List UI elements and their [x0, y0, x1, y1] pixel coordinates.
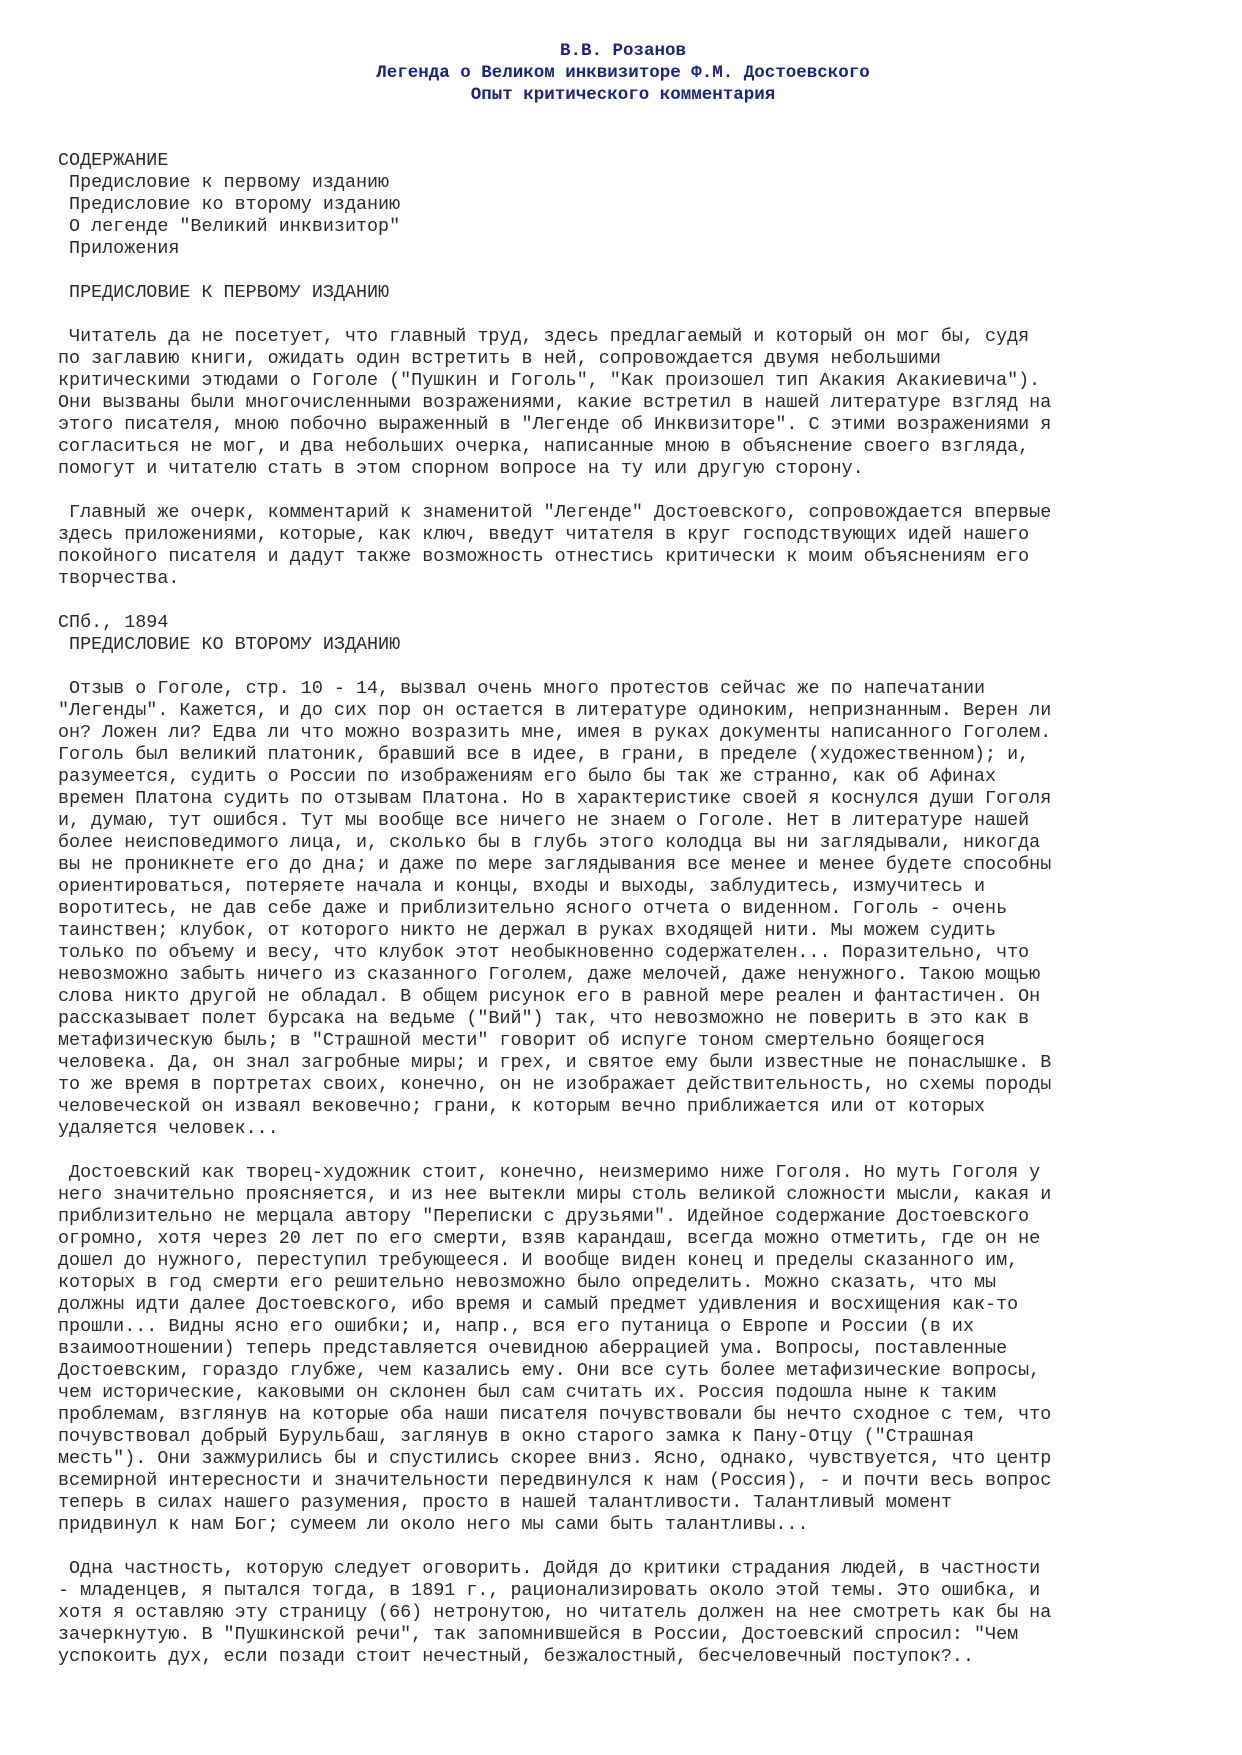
text-line: разумеется, судить о России по изображениям его было бы так же странно, как об Афинах	[58, 766, 997, 787]
text-line: воротитесь, не дав себе даже и приблизительно ясного отчета о виденном. Гоголь - очень	[58, 898, 1008, 919]
text-line: рассказывает полет бурсака на ведьме ("Вий") так, что невозможно не поверить в это как в	[58, 1008, 1030, 1029]
text-line: то же время в портретах своих, конечно, он не изображает действительность, но схемы породы	[58, 1074, 1052, 1095]
toc-title: СОДЕРЖАНИЕ	[58, 150, 169, 171]
text-line: теперь в силах нашего разумения, просто в нашей талантливости. Талантливый момент	[58, 1492, 952, 1513]
text-line: "Легенды". Кажется, и до сих пор он остается в литературе одиноким, непризнанным. Верен ли	[58, 700, 1052, 721]
section-heading-preface-2: ПРЕДИСЛОВИЕ КО ВТОРОМУ ИЗДАНИЮ	[58, 634, 401, 655]
text-line: чем исторические, каковыми он склонен был сам считать их. Россия подошла ныне к таким	[58, 1382, 997, 1403]
section-heading-preface-1: ПРЕДИСЛОВИЕ К ПЕРВОМУ ИЗДАНИЮ	[58, 282, 390, 303]
text-line: зачеркнутую. В "Пушкинской речи", так запомнившейся в России, Достоевский спросил: "Чем	[58, 1624, 1019, 1645]
text-line: хотя я оставляю эту страницу (66) нетронутою, но читатель должен на нее смотреть как бы на	[58, 1602, 1052, 1623]
text-line: прошли... Видны ясно его ошибки; и, напр., вся его путаница о Европе и России (в их	[58, 1316, 975, 1337]
paragraph	[58, 502, 1188, 590]
text-line: критическими этюдами о Гоголе ("Пушкин и Гоголь", "Как произошел тип Акакия Акакиевича").	[58, 370, 1041, 391]
text-line: таинствен; клубок, от которого никто не держал в руках входящей нити. Мы можем судить	[58, 920, 997, 941]
text-line: всемирной интересности и значительности передвинулся к нам (Россия), - и почти весь вопрос	[58, 1470, 1052, 1491]
text-line: проблемам, взглянув на которые оба наши писателя почувствовали бы нечто сходное с тем, что	[58, 1404, 1052, 1425]
text-line: он? Ложен ли? Едва ли что можно возразить мне, имея в руках документы написанного Гоголем.	[58, 722, 1052, 743]
text-line: этого писателя, мною побочно выраженный в "Легенде об Инквизиторе". С этими возражениями я	[58, 414, 1052, 435]
text-line: удаляется человек...	[58, 1118, 279, 1139]
text-line: более неисповедимого лица, и, сколько бы в глубь этого колодца вы ни заглядывали, никогда	[58, 832, 1041, 853]
toc-item-preface-1: Предисловие к первому изданию	[58, 172, 390, 193]
paragraph	[58, 1162, 1188, 1536]
text-line: вы не проникнете его до дна; и даже по мере заглядывания все менее и менее будете способны	[58, 854, 1052, 875]
text-line: месть"). Они зажмурились бы и спустились скорее вниз. Ясно, однако, чувствуется, что центр	[58, 1448, 1052, 1469]
text-line: дошел до нужного, переступил требующееся. И вообще виден конец и пределы сказанного им,	[58, 1250, 1019, 1271]
text-line: приблизительно не мерцала автору "Переписки с друзьями". Идейное содержание Достоевского	[58, 1206, 1030, 1227]
signature-date: СПб., 1894	[58, 612, 169, 633]
paragraph	[58, 678, 1188, 1140]
text-line: успокоить дух, если позади стоит нечестный, безжалостный, бесчеловечный поступок?..	[58, 1646, 975, 1667]
text-line: человека. Да, он знал загробные миры; и грех, и святое ему были известные не понаслышке. В	[58, 1052, 1052, 1073]
table-of-contents	[58, 150, 1188, 260]
text-line: и, думаю, тут ошибся. Тут мы вообще все ничего не знаем о Гоголе. Нет в литературе нашей	[58, 810, 1030, 831]
text-line: Гоголь был великий платоник, бравший все в идее, в грани, в пределе (художественном); и,	[58, 744, 1030, 765]
text-line: взаимоотношении) теперь представляется очевидною аберрацией ума. Вопросы, поставленные	[58, 1338, 1008, 1359]
document-header	[58, 40, 1188, 106]
text-line: творчества.	[58, 568, 180, 589]
text-line: метафизическую быль; в "Страшной мести" говорит об испуге тоном смертельно боящегося	[58, 1030, 986, 1051]
paragraph	[58, 1558, 1188, 1668]
text-line: ориентироваться, потеряете начала и концы, входы и выходы, заблудитесь, измучитесь и	[58, 876, 986, 897]
text-line: невозможно забыть ничего из сказанного Гоголем, даже мелочей, даже ненужного. Такою мощью	[58, 964, 1041, 985]
text-line: - младенцев, я пытался тогда, в 1891 г., рационализировать около этой темы. Это ошибка, и	[58, 1580, 1041, 1601]
text-line: здесь приложениями, которые, как ключ, введут читателя в круг господствующих идей нашего	[58, 524, 1030, 545]
text-line: Достоевским, гораздо глубже, чем казались ему. Они все суть более метафизические вопросы,	[58, 1360, 1041, 1381]
text-line: только по объему и весу, что клубок этот необыкновенно содержателен... Поразительно, что	[58, 942, 1030, 963]
text-line: времен Платона судить по отзывам Платона. Но в характеристике своей я коснулся души Гоголя	[58, 788, 1052, 809]
text-line: покойного писателя и дадут также возможность отнестись критически к моим объяснениям его	[58, 546, 1030, 567]
paragraph	[58, 326, 1188, 480]
author-name: В.В. Розанов	[559, 41, 687, 61]
toc-item-preface-2: Предисловие ко второму изданию	[58, 194, 401, 215]
text-line: помогут и читателю стать в этом спорном вопросе на ту или другую сторону.	[58, 458, 864, 479]
text-line: Они вызваны были многочисленными возражениями, какие встретил в нашей литературе взгляд на	[58, 392, 1052, 413]
document-subtitle: Опыт критического комментария	[470, 85, 776, 105]
text-line: огромно, хотя через 20 лет по его смерти, взяв карандаш, всегда можно отметить, где он не	[58, 1228, 1041, 1249]
text-line: Главный же очерк, комментарий к знаменитой "Легенде" Достоевского, сопровождается впервые	[58, 502, 1052, 523]
text-line: Одна частность, которую следует оговорить. Дойдя до критики страдания людей, в частности	[58, 1558, 1041, 1579]
text-line: человеческой он изваял вековечно; грани, к которым вечно приближается или от которых	[58, 1096, 986, 1117]
text-line: придвинул к нам Бог; сумеем ли около него мы сами быть талантливы...	[58, 1514, 809, 1535]
text-line: которых в год смерти его решительно невозможно было определить. Можно сказать, что мы	[58, 1272, 997, 1293]
text-line: по заглавию книги, ожидать один встретить в ней, сопровождается двумя небольшими	[58, 348, 941, 369]
document-title: Легенда о Великом инквизиторе Ф.М. Достоевского	[376, 63, 870, 83]
text-line: него значительно проясняется, и из нее вытекли миры столь великой сложности мысли, какая и	[58, 1184, 1052, 1205]
text-line: согласиться не мог, и два небольших очерка, написанные мною в объяснение своего взгляда,	[58, 436, 1030, 457]
text-line: слова никто другой не обладал. В общем рисунок его в равной мере реален и фантастичен. Он	[58, 986, 1041, 1007]
text-line: Достоевский как творец-художник стоит, конечно, неизмеримо ниже Гоголя. Но муть Гоголя у	[58, 1162, 1041, 1183]
text-line: Читатель да не посетует, что главный труд, здесь предлагаемый и который он мог бы, судя	[58, 326, 1030, 347]
toc-item-legend: О легенде "Великий инквизитор"	[58, 216, 401, 237]
document-page	[58, 40, 1188, 1668]
text-line: Отзыв о Гоголе, стр. 10 - 14, вызвал очень много протестов сейчас же по напечатании	[58, 678, 986, 699]
text-line: должны идти далее Достоевского, ибо время и самый предмет удивления и восхищения как-то	[58, 1294, 1019, 1315]
toc-item-appendix: Приложения	[58, 238, 180, 259]
text-line: почувствовал добрый Бурульбаш, заглянув в окно старого замка к Пану-Отцу ("Страшная	[58, 1426, 975, 1447]
